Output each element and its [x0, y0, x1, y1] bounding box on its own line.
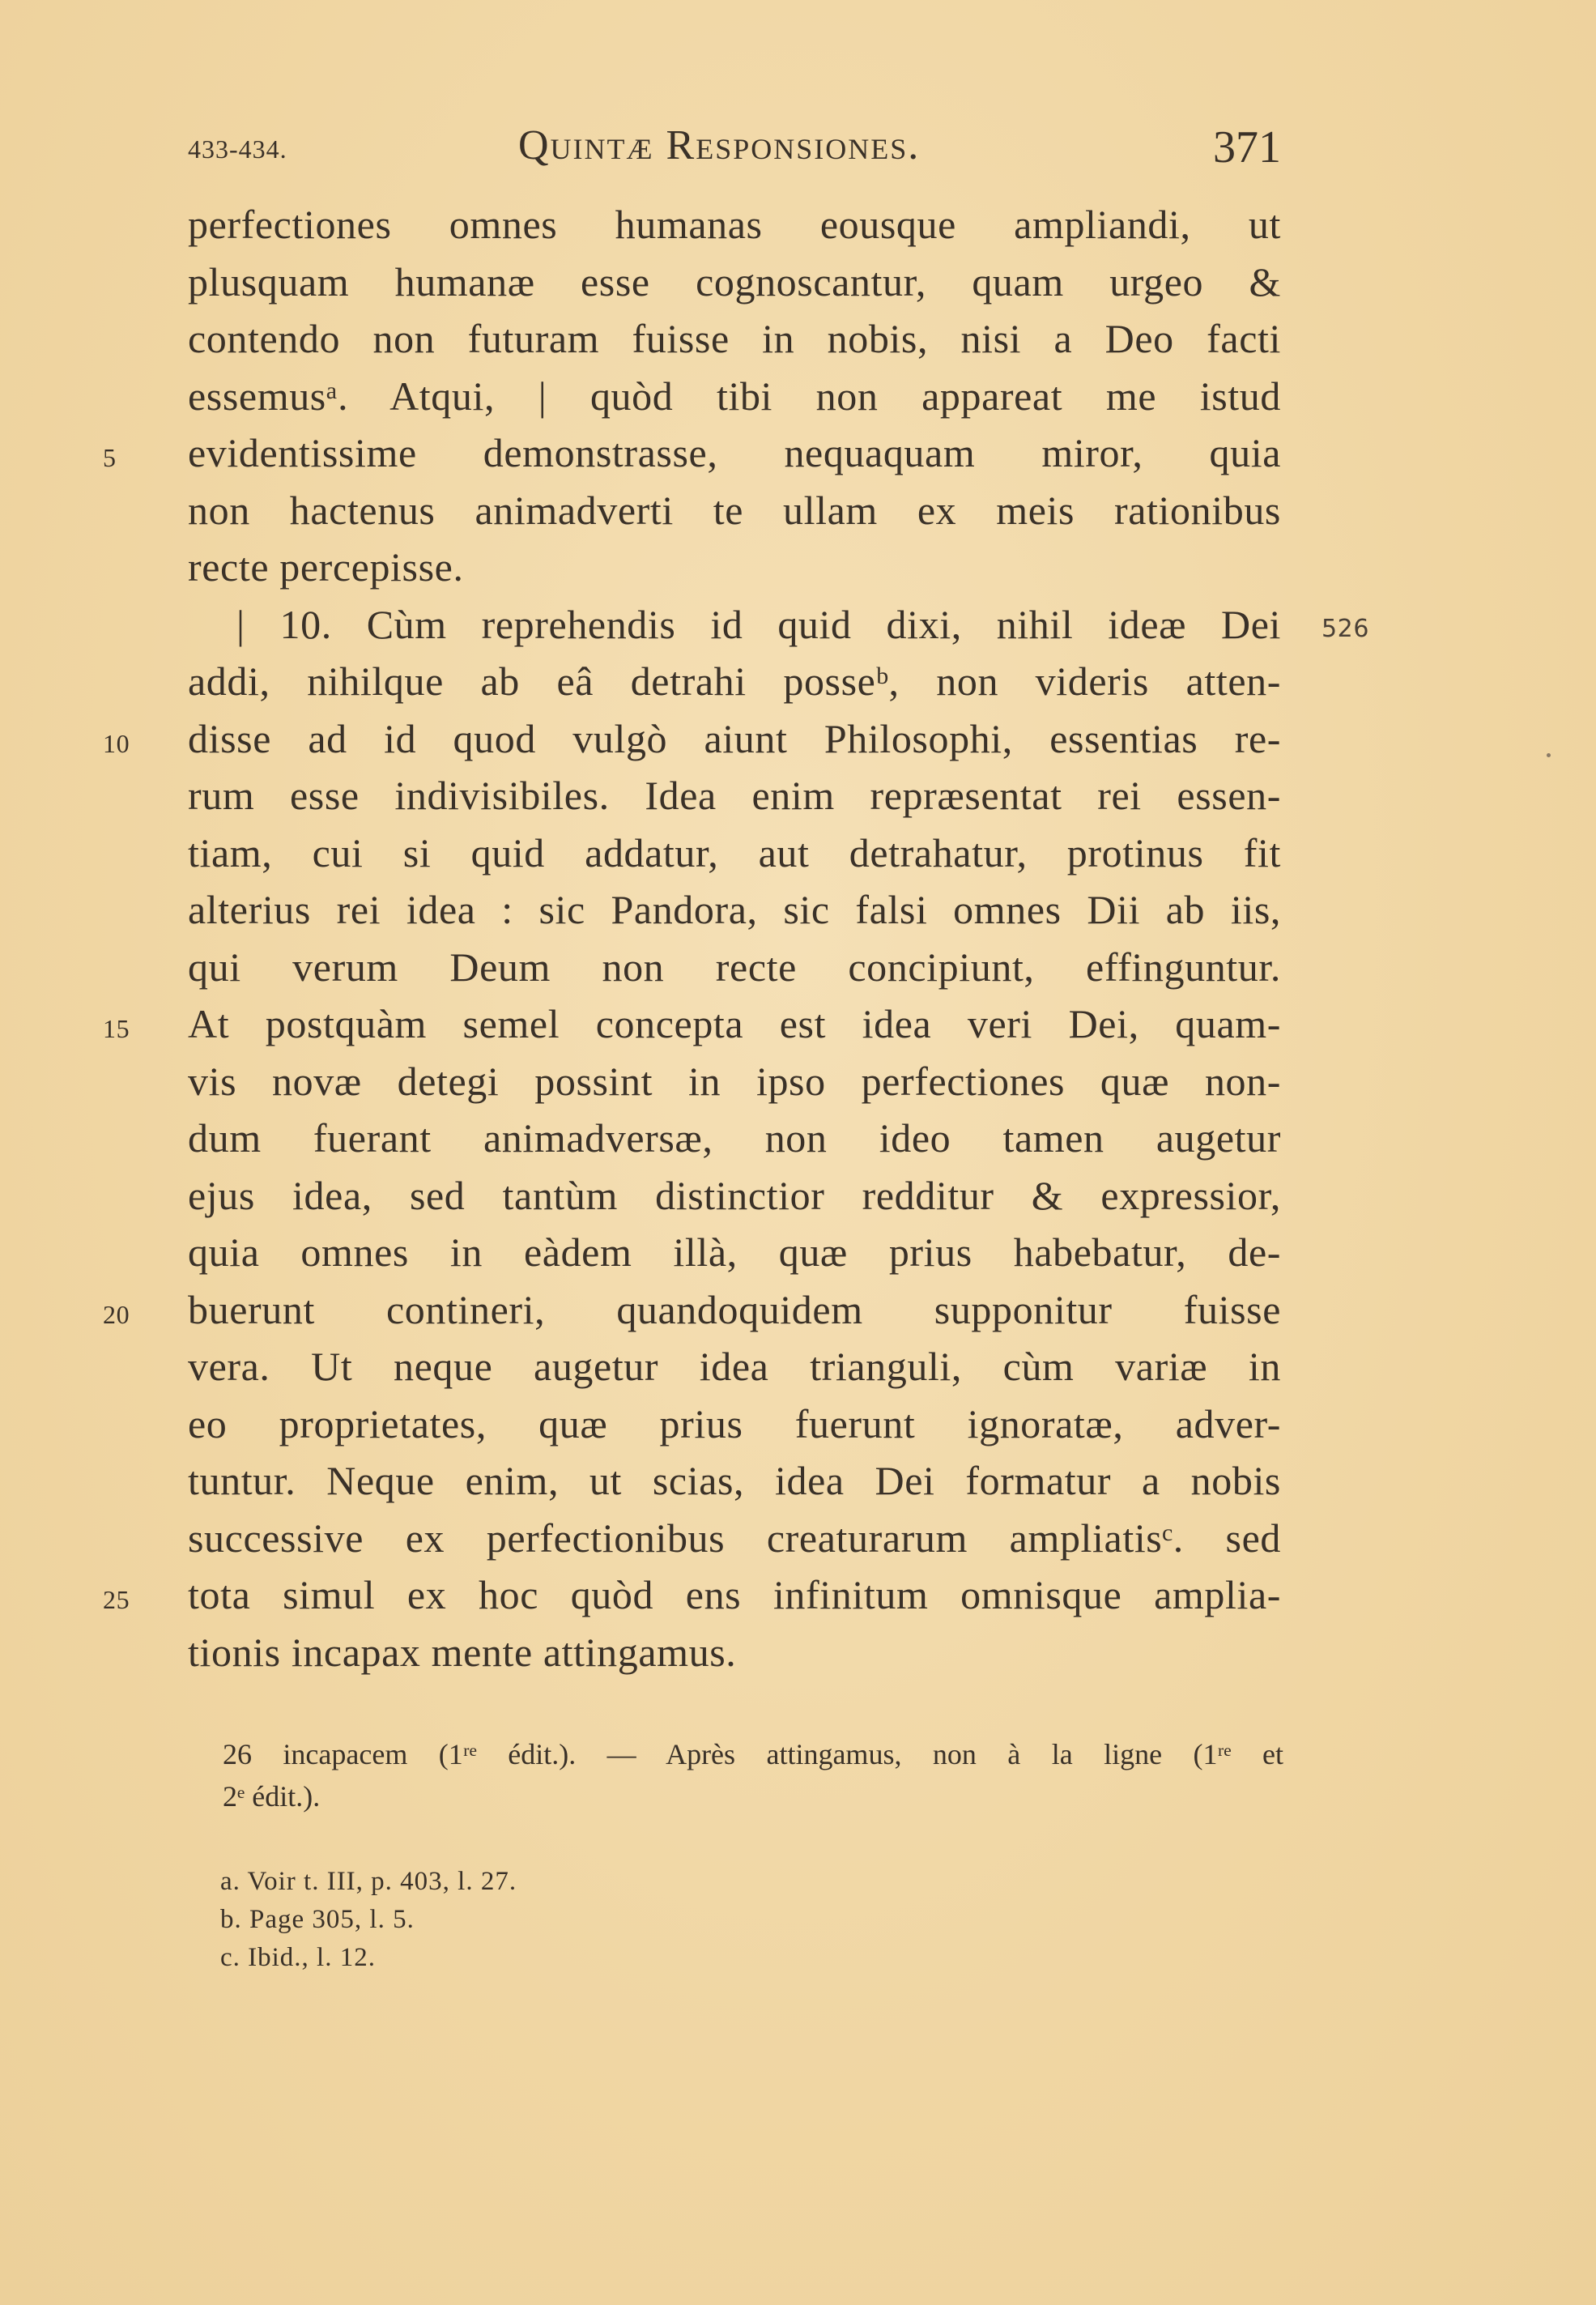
line-text: recte percepisse. — [188, 544, 464, 590]
text-line — [188, 1510, 1281, 1567]
margin-page-ref: 526 — [1321, 614, 1370, 643]
footnotes — [220, 1863, 868, 1977]
text-line — [188, 1338, 1281, 1395]
text-line — [188, 939, 1281, 996]
text-line — [188, 1224, 1281, 1281]
line-text: contendo non futuram fuisse in nobis, nisi a Deo facti — [188, 316, 1281, 361]
text-line — [188, 1624, 1281, 1681]
line-text: ejus idea, sed tantùm distinctior redditur & expressior, — [188, 1172, 1281, 1218]
line-text: | 10. Cùm reprehendis id quid dixi, nihil ideæ Dei — [236, 601, 1281, 647]
line-text: rum esse indivisibiles. Idea enim repræsentat rei essen- — [188, 773, 1281, 818]
line-text: eo proprietates, quæ prius fuerunt ignoratæ, adver- — [188, 1400, 1281, 1446]
footnote: a. Voir t. III, p. 403, l. 27. — [220, 1867, 517, 1896]
text-line — [188, 310, 1281, 368]
footnote: b. Page 305, l. 5. — [220, 1905, 415, 1934]
text-line — [103, 1566, 1281, 1624]
variant-note-line: 2ᵉ édit.). — [223, 1780, 321, 1813]
line-text: plusquam humanæ esse cognoscantur, quam urgeo & — [188, 258, 1281, 305]
line-text: tiam, cui si quid addatur, aut detrahatur, protinus fit — [188, 829, 1281, 876]
line-text: successive ex perfectionibus creaturarum ampliatisᶜ. sed — [188, 1515, 1281, 1561]
line-number: 10 — [103, 728, 130, 758]
line-text: vera. Ut neque augetur idea trianguli, cùm variæ in — [188, 1344, 1281, 1389]
text-line — [188, 482, 1281, 539]
text-line — [188, 1167, 1281, 1225]
text-line — [103, 710, 1281, 768]
line-text: buerunt contineri, quandoquidem supponitur fuisse — [188, 1286, 1281, 1332]
page-range: 433-434. — [188, 134, 287, 164]
text-line — [103, 424, 1281, 482]
body-text — [103, 196, 1370, 1681]
running-title: Quintæ Responsiones. — [518, 122, 921, 168]
footnote: c. Ibid., l. 12. — [220, 1943, 376, 1972]
text-line — [103, 1281, 1281, 1339]
page-header — [188, 121, 1281, 178]
line-text: At postquàm semel concepta est idea veri Dei, quam- — [188, 1001, 1281, 1046]
line-text: alterius rei idea : sic Pandora, sic falsi omnes Dii ab iis, — [188, 887, 1281, 932]
text-line — [103, 995, 1281, 1053]
line-text: addi, nihilque ab eâ detrahi posseᵇ, non videris atten- — [188, 658, 1281, 704]
line-text: quia omnes in eàdem illà, quæ prius habebatur, de- — [188, 1229, 1281, 1275]
line-text: qui verum Deum non recte concipiunt, effinguntur. — [188, 944, 1281, 990]
line-number: 25 — [103, 1585, 130, 1614]
text-line — [188, 767, 1281, 824]
line-text: non hactenus animadverti te ullam ex meis rationibus — [188, 487, 1281, 533]
text-line — [188, 881, 1281, 939]
line-number: 20 — [103, 1299, 130, 1329]
line-number: 15 — [103, 1014, 130, 1043]
text-line — [188, 653, 1281, 710]
paper-speck — [1547, 753, 1551, 757]
text-line — [188, 1053, 1281, 1110]
line-text: dum fuerant animadversæ, non ideo tamen augetur — [188, 1115, 1281, 1161]
line-text: perfectiones omnes humanas eousque ampliandi, ut — [188, 202, 1281, 247]
line-text: evidentissime demonstrasse, nequaquam miror, quia — [188, 430, 1281, 475]
page-number: 371 — [1213, 122, 1281, 173]
text-line — [188, 596, 1370, 654]
line-text: essemusᵃ. Atqui, | quòd tibi non appareat me istud — [188, 373, 1281, 419]
line-number: 5 — [103, 443, 117, 472]
text-line — [188, 539, 1281, 596]
line-text: tuntur. Neque enim, ut scias, idea Dei formatur a nobis — [188, 1458, 1281, 1503]
line-text: vis novæ detegi possint in ipso perfectiones quæ non- — [188, 1058, 1281, 1104]
text-line — [188, 1395, 1281, 1453]
line-text: tota simul ex hoc quòd ens infinitum omnisque amplia- — [188, 1572, 1281, 1617]
variant-note — [223, 1733, 1283, 1817]
variant-note-line: 26 incapacem (1ʳᵉ édit.). — Après attingamus, non à la ligne (1ʳᵉ et — [223, 1738, 1283, 1770]
text-line — [188, 824, 1281, 882]
text-line — [188, 254, 1281, 311]
text-line — [188, 1110, 1281, 1167]
line-text: disse ad id quod vulgò aiunt Philosophi, essentias re- — [188, 715, 1281, 761]
text-line — [188, 368, 1281, 425]
text-line — [188, 1452, 1281, 1510]
line-text: tionis incapax mente attingamus. — [188, 1629, 737, 1675]
text-line — [188, 196, 1281, 254]
